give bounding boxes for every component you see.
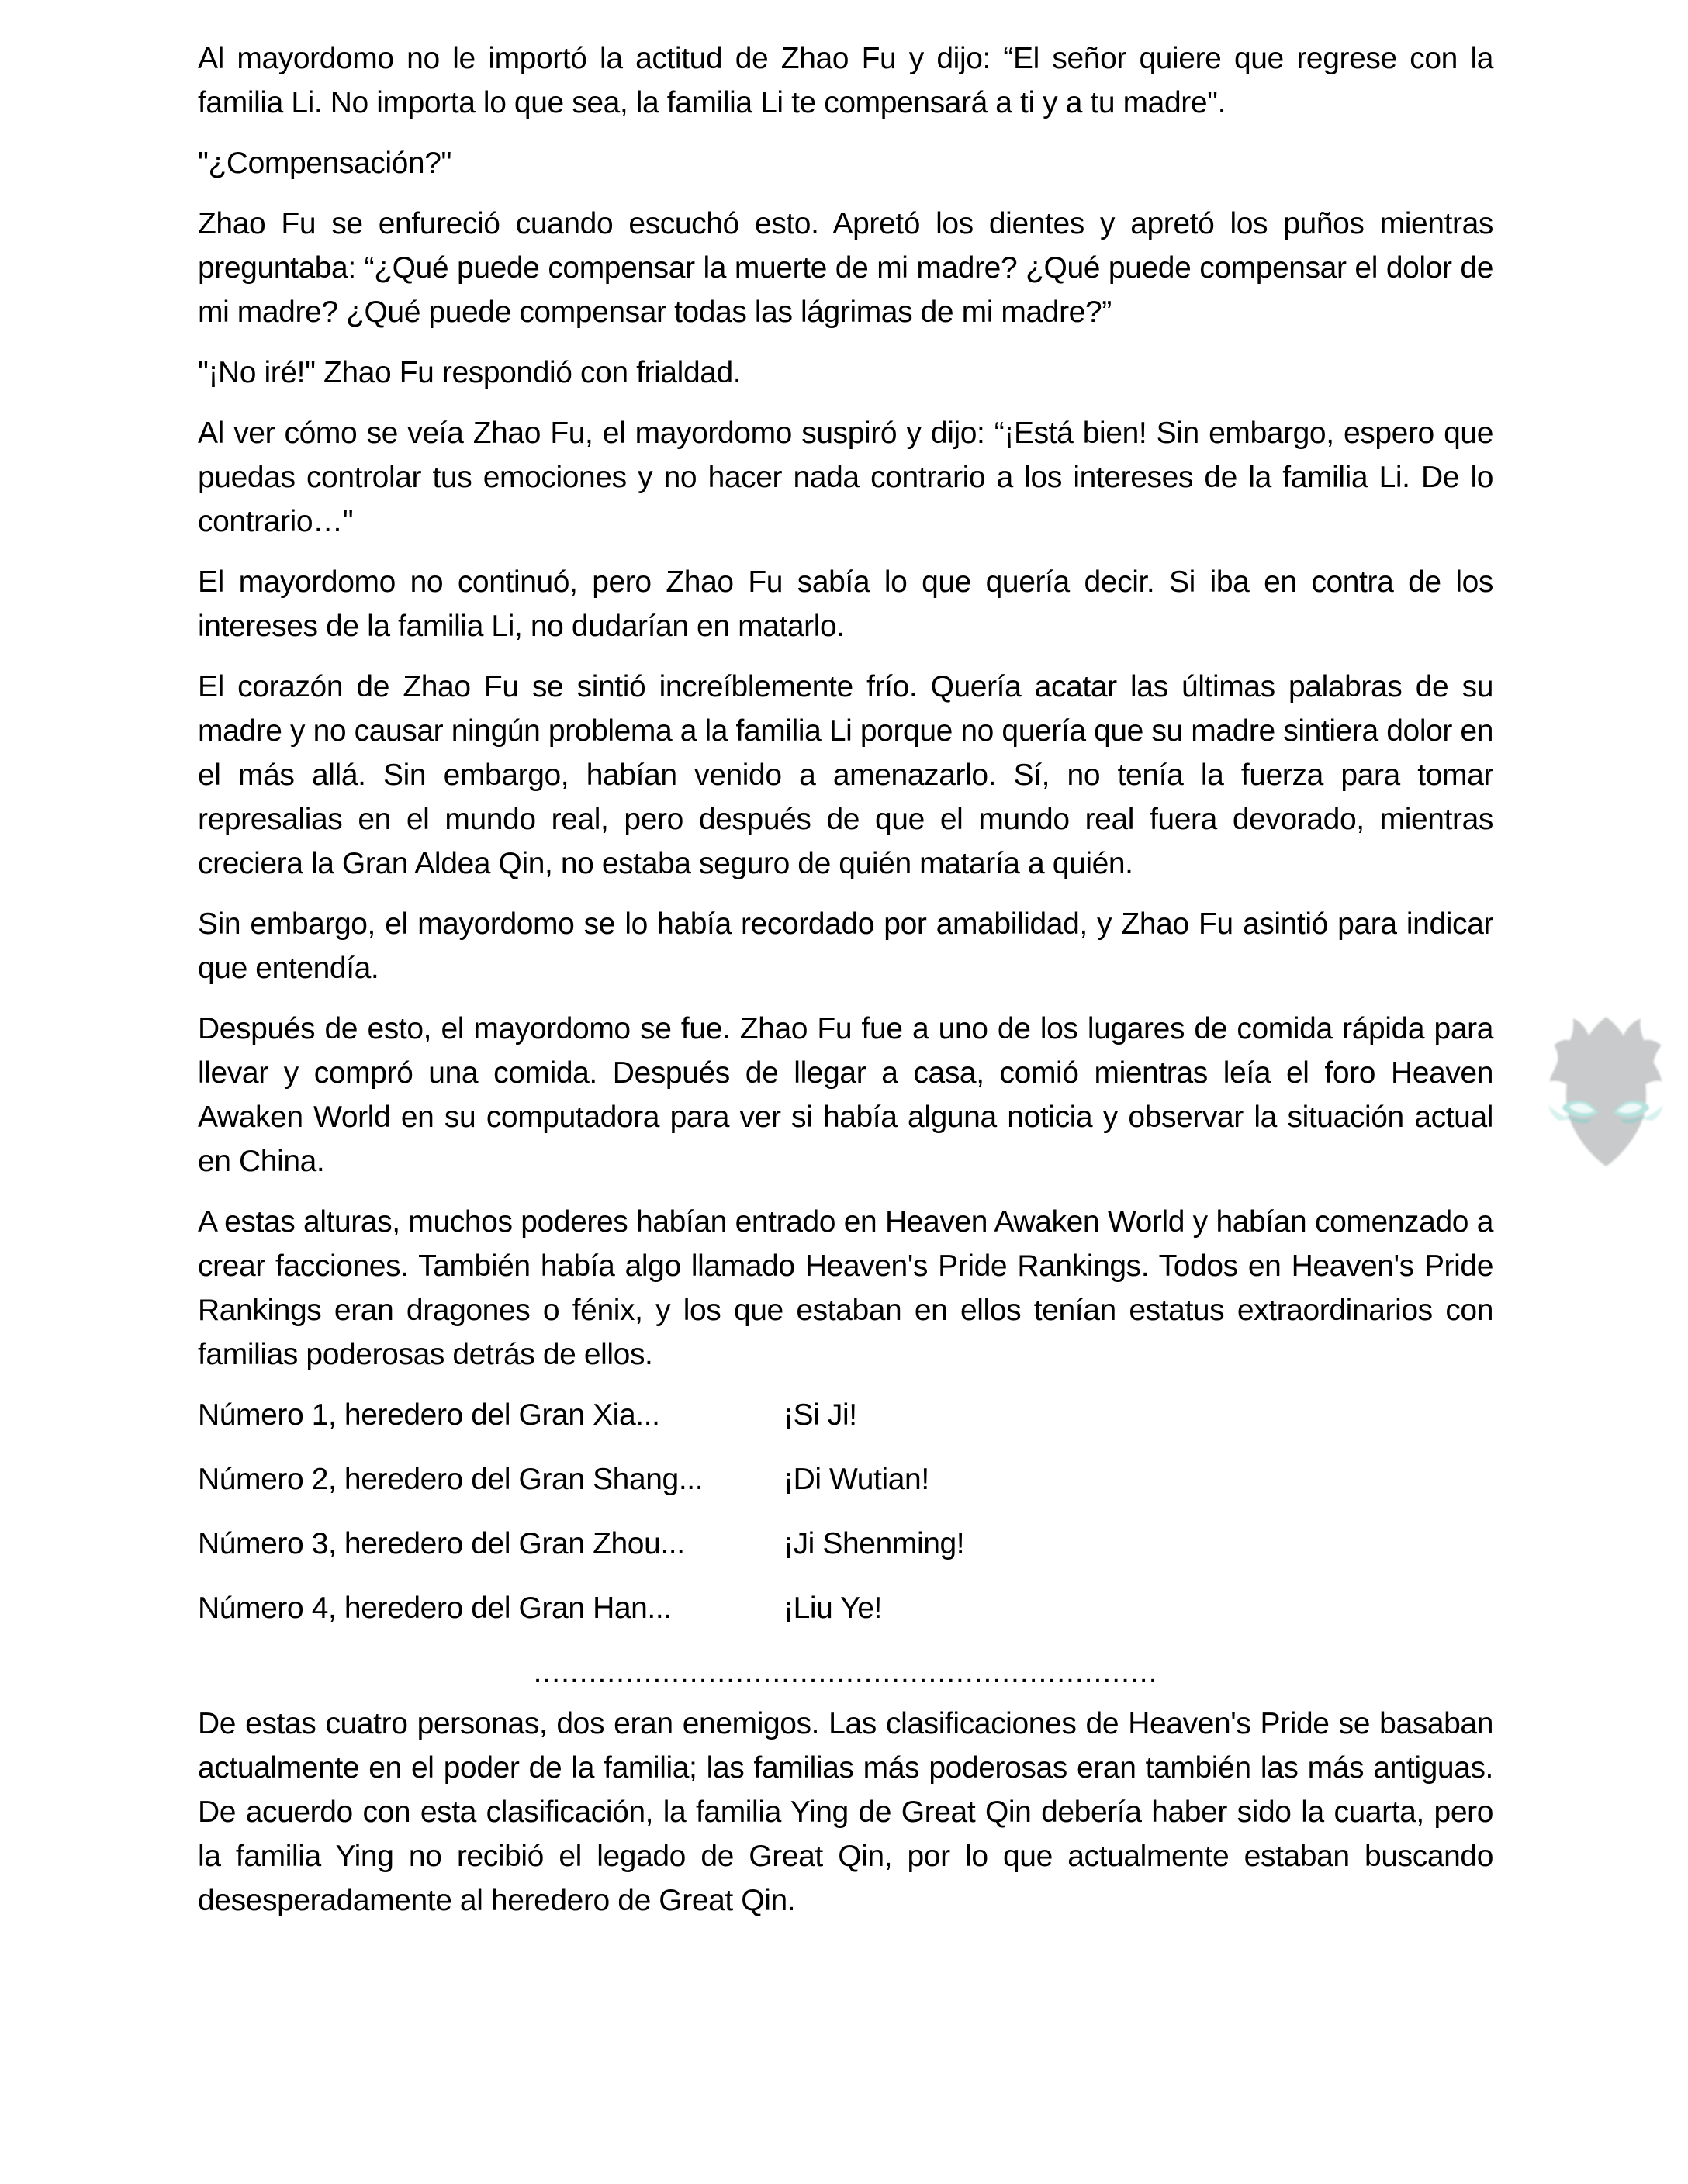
ranking-row: [198, 1393, 1493, 1437]
paragraph: "¡No iré!" Zhao Fu respondió con frialdad.: [198, 356, 742, 389]
demon-eye-glow-right-icon: [1614, 1101, 1650, 1118]
demon-eye-streak-right: [1620, 1114, 1647, 1123]
ranking-name: ¡Ji Shenming!: [783, 1527, 965, 1560]
paragraph: "¿Compensación?": [198, 147, 451, 180]
paragraph: El corazón de Zhao Fu se sintió increíblemente frío. Quería acatar las últimas palabras de su madre y no causar ningún problema a la familia Li porque no quería que su madre sintiera dolor en el más allá. Sin embargo, habían venido a amenazarlo. Sí, no tenía la fuerza para tomar represalias en el mundo real, pero después de que el mundo real fuera devorado, mientras creciera la Gran Aldea Qin, no estaba seguro de quién mataría a quién.: [198, 670, 1493, 880]
demon-eye-glow-left-icon: [1562, 1101, 1599, 1118]
ranking-label: Número 3, heredero del Gran Zhou...: [198, 1527, 685, 1560]
ranking-row: [198, 1457, 1493, 1502]
rankings-list: [198, 1393, 1493, 1630]
demon-head-watermark: [1542, 1012, 1669, 1169]
demon-head-icon: [1542, 1012, 1669, 1169]
closing-paragraph: De estas cuatro personas, dos eran enemigos. Las clasificaciones de Heaven's Pride se basaban actualmente en el poder de la familia; las familias más poderosas eran también las más antiguas. De acuerdo con esta clasificación, la familia Ying de Great Qin debería haber sido la cuarta, pero la familia Ying no recibió el legado de Great Qin, por lo que actualmente estaban buscando desesperadamente al heredero de Great Qin.: [198, 1707, 1493, 1917]
eye-glow-wisp-left: [1548, 1105, 1571, 1121]
demon-eye-slit-left-icon: [1569, 1104, 1594, 1114]
paragraph: Al mayordomo no le importó la actitud de Zhao Fu y dijo: “El señor quiere que regrese con la familia Li. No importa lo que sea, la familia Li te compensará a ti y a tu madre".: [198, 42, 1493, 119]
paragraph: Al ver cómo se veía Zhao Fu, el mayordomo suspiró y dijo: “¡Está bien! Sin embargo, espero que puedas controlar tus emociones y no hacer nada contrario a los intereses de la familia Li. De lo contrario…": [198, 416, 1493, 538]
demon-eye-streak-left: [1565, 1114, 1593, 1123]
ranking-name: ¡Di Wutian!: [783, 1463, 929, 1496]
paragraph: Zhao Fu se enfureció cuando escuchó esto. Apretó los dientes y apretó los puños mientras preguntaba: “¿Qué puede compensar la muerte de mi madre? ¿Qué puede compensar el dolor de mi madre? ¿Qué puede compensar todas las lágrimas de mi madre?”: [198, 207, 1493, 329]
paragraph: A estas alturas, muchos poderes habían entrado en Heaven Awaken World y habían comenzado a crear facciones. También había algo llamado Heaven's Pride Rankings. Todos en Heaven's Pride Rankings eran dragones o fénix, y los que estaban en ellos tenían estatus extraordinarios con familias poderosas detrás de ellos.: [198, 1205, 1493, 1371]
demon-eye-slit-right-icon: [1617, 1104, 1642, 1114]
ranking-label: Número 2, heredero del Gran Shang...: [198, 1463, 704, 1496]
ranking-name: ¡Si Ji!: [783, 1398, 857, 1432]
paragraph: El mayordomo no continuó, pero Zhao Fu sabía lo que quería decir. Si iba en contra de los intereses de la familia Li, no dudarían en matarlo.: [198, 565, 1493, 643]
ranking-label: Número 4, heredero del Gran Han...: [198, 1591, 672, 1625]
document-text: [198, 36, 1493, 1923]
eye-glow-wisp-right: [1640, 1105, 1662, 1121]
ranking-row: [198, 1522, 1493, 1566]
ranking-name: ¡Liu Ye!: [783, 1591, 882, 1625]
dots-separator: ....................................................................: [533, 1656, 1158, 1689]
paragraph: Sin embargo, el mayordomo se lo había recordado por amabilidad, y Zhao Fu asintió para indicar que entendía.: [198, 907, 1493, 985]
paragraph: Después de esto, el mayordomo se fue. Zhao Fu fue a uno de los lugares de comida rápida para llevar y compró una comida. Después de llegar a casa, comió mientras leía el foro Heaven Awaken World en su computadora para ver si había alguna noticia y observar la situación actual en China.: [198, 1012, 1493, 1178]
ranking-label: Número 1, heredero del Gran Xia...: [198, 1398, 660, 1432]
ranking-row: [198, 1586, 1493, 1630]
demon-head-silhouette: [1549, 1017, 1662, 1166]
